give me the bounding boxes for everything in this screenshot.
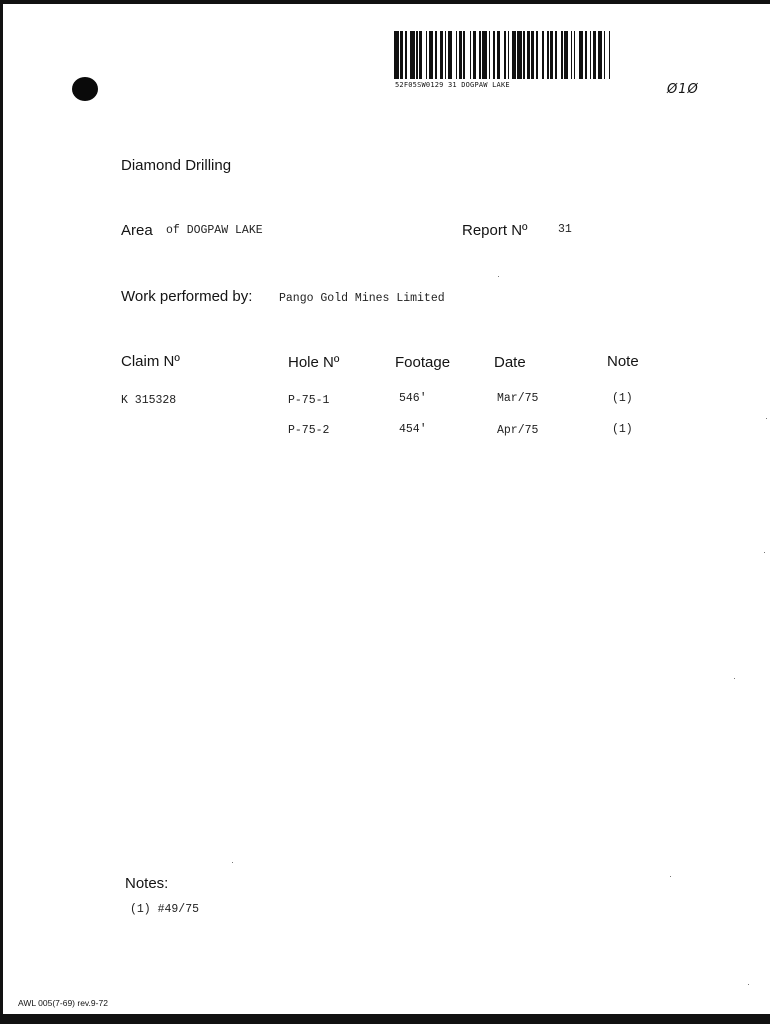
scan-speck bbox=[766, 418, 767, 419]
page-border-bottom bbox=[0, 1014, 770, 1024]
scan-speck bbox=[748, 984, 749, 985]
cell-hole: P-75-1 bbox=[288, 394, 330, 407]
scan-speck bbox=[498, 276, 499, 277]
cell-claim: K 315328 bbox=[121, 394, 177, 407]
cell-hole: P-75-2 bbox=[288, 424, 330, 437]
column-header-note: Note bbox=[607, 353, 639, 370]
note-item: (1) #49/75 bbox=[130, 903, 200, 916]
barcode-caption: 52F05SW0129 31 DOGPAW LAKE bbox=[395, 81, 510, 89]
barcode-bar bbox=[610, 31, 613, 79]
page-border-top bbox=[0, 0, 770, 4]
column-header-footage: Footage bbox=[395, 354, 451, 371]
scan-speck bbox=[764, 552, 765, 553]
cell-footage: 454' bbox=[399, 423, 427, 436]
cell-footage: 546' bbox=[399, 392, 427, 405]
column-header-claim: Claim Nº bbox=[121, 353, 180, 370]
report-number-label: Report Nº bbox=[462, 222, 528, 239]
cell-date: Apr/75 bbox=[497, 424, 539, 437]
cell-note: (1) bbox=[612, 392, 633, 405]
column-header-date: Date bbox=[494, 354, 526, 371]
area-label: Area bbox=[121, 222, 153, 239]
report-number-value: 31 bbox=[558, 223, 572, 236]
area-value: of DOGPAW LAKE bbox=[166, 224, 263, 237]
work-performed-label: Work performed by: bbox=[121, 288, 253, 305]
scan-speck bbox=[734, 678, 735, 679]
form-code: AWL 005(7-69) rev.9-72 bbox=[18, 998, 108, 1008]
cell-note: (1) bbox=[612, 423, 633, 436]
punch-hole-mark bbox=[72, 77, 98, 101]
document-heading: Diamond Drilling bbox=[121, 157, 232, 174]
document-code: Ø1Ø bbox=[667, 82, 699, 97]
work-performed-value: Pango Gold Mines Limited bbox=[279, 292, 445, 305]
barcode bbox=[394, 31, 614, 79]
page-border-left bbox=[0, 0, 3, 1024]
cell-date: Mar/75 bbox=[497, 392, 539, 405]
scan-speck bbox=[232, 862, 233, 863]
column-header-hole: Hole Nº bbox=[288, 354, 340, 371]
notes-label: Notes: bbox=[125, 875, 169, 892]
scan-speck bbox=[670, 876, 671, 877]
